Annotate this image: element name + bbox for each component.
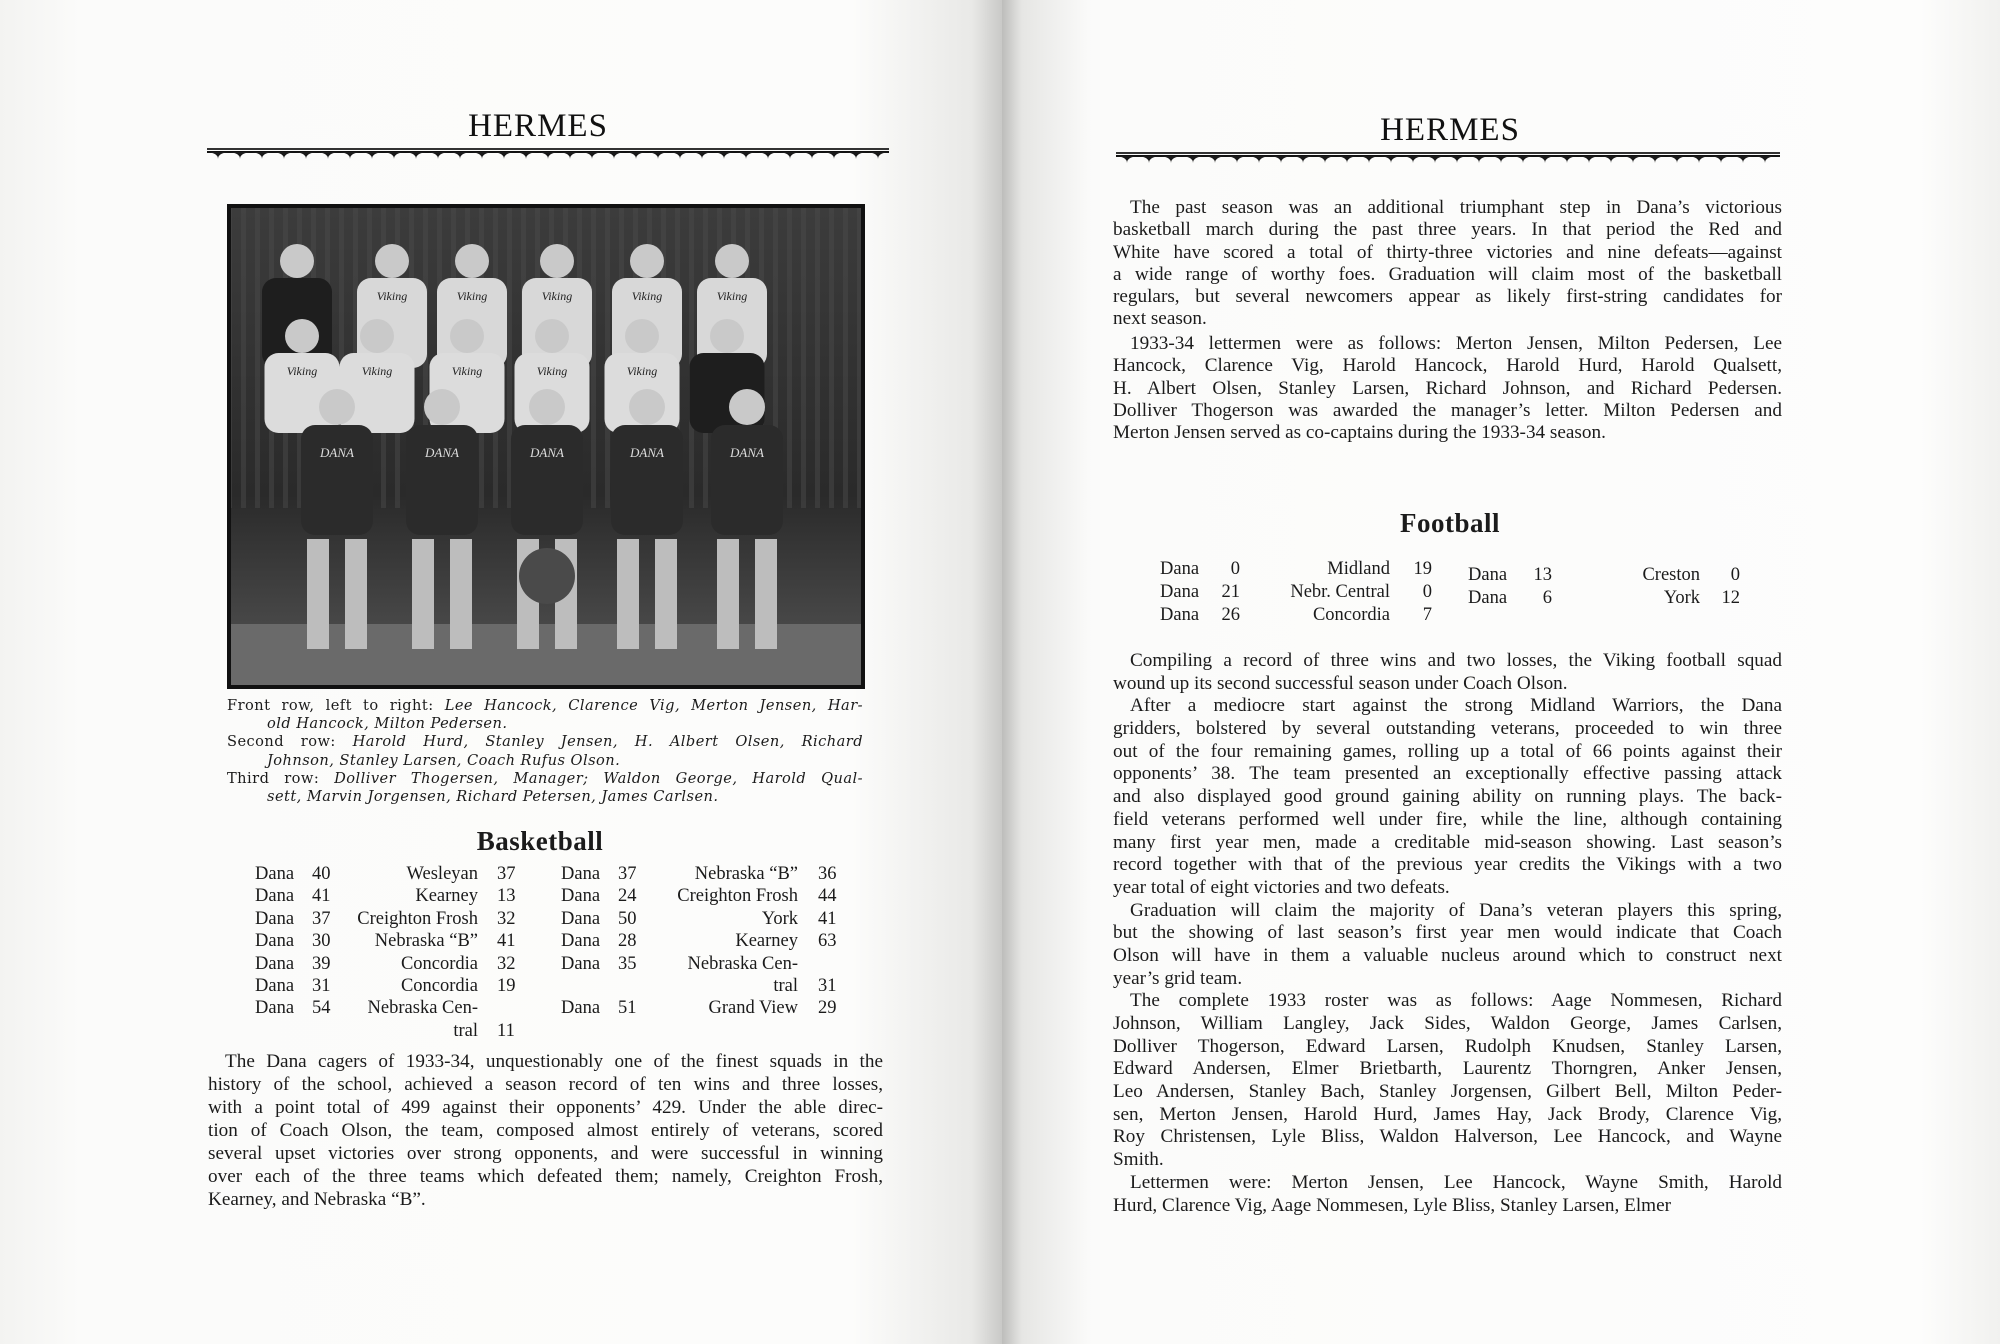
opponent-score: 13 bbox=[497, 886, 516, 907]
text-line: Roy Christensen, Lyle Bliss, Waldon Halverson, Lee Hancock, and Wayne bbox=[1113, 1126, 1782, 1148]
opponent-name: Concordia bbox=[1312, 605, 1390, 625]
opponent-name: Midland bbox=[1327, 559, 1390, 579]
basketball-summary-paragraph bbox=[208, 1050, 883, 1211]
ornamental-rule bbox=[1116, 150, 1780, 166]
opponent-name: Wesleyan bbox=[406, 864, 478, 884]
player-head bbox=[450, 319, 484, 353]
text-line: Hurd, Clarence Vig, Aage Nommesen, Lyle Bliss, Stanley Larsen, Elmer bbox=[1113, 1194, 1671, 1216]
player-leg bbox=[755, 539, 777, 649]
jersey-text: DANA bbox=[530, 445, 564, 460]
opponent-name: York bbox=[761, 908, 798, 929]
player-head bbox=[375, 244, 409, 278]
text-line: tion of Coach Olson, the team, composed almost entirely of veterans, scored bbox=[208, 1120, 883, 1141]
team-score: 50 bbox=[618, 908, 637, 929]
jersey-text: Viking bbox=[361, 364, 393, 378]
team-name: Dana bbox=[1160, 582, 1200, 602]
jersey-text: Viking bbox=[536, 364, 568, 378]
opponent-score: 63 bbox=[818, 931, 837, 952]
team-name: Dana bbox=[255, 953, 295, 974]
opponent-name: Concordia bbox=[400, 953, 478, 974]
player-head bbox=[629, 389, 665, 425]
team-name: Dana bbox=[255, 931, 295, 952]
team-name: Dana bbox=[561, 931, 601, 952]
player-head bbox=[280, 244, 314, 278]
text-line: Dolliver Thogerson was awarded the manager’s letter. Milton Pedersen and bbox=[1113, 399, 1782, 421]
opponent-name: tral bbox=[773, 976, 798, 996]
basketball-season-paragraph bbox=[1113, 197, 1782, 331]
opponent-score: 41 bbox=[818, 908, 837, 929]
player-leg bbox=[307, 539, 329, 649]
jersey-text: Viking bbox=[456, 289, 488, 303]
text-line: year total of eight victories and two defeats. bbox=[1113, 876, 1450, 898]
jersey-text: Viking bbox=[286, 364, 318, 378]
text-line: Compiling a record of three wins and two losses, the Viking football squad bbox=[1130, 650, 1782, 671]
player-body bbox=[711, 425, 783, 535]
player-leg bbox=[655, 539, 677, 649]
team-score: 13 bbox=[1533, 565, 1552, 585]
opponent-score: 41 bbox=[497, 931, 516, 952]
jersey-text: Viking bbox=[716, 289, 748, 303]
basketball-team-photo bbox=[227, 204, 865, 689]
text-line: wound up its second successful season under Coach Olson. bbox=[1113, 672, 1568, 694]
opponent-score: 44 bbox=[818, 886, 837, 907]
opponent-score: 0 bbox=[1730, 565, 1740, 585]
opponent-name: York bbox=[1663, 588, 1700, 608]
text-line: regulars, but several newcomers appear as likely first-string candidates for bbox=[1113, 286, 1782, 308]
jersey-text: DANA bbox=[320, 445, 354, 460]
player-head bbox=[455, 244, 489, 278]
team-score: 40 bbox=[312, 864, 331, 884]
caption-names: sett, Marvin Jorgensen, Richard Petersen, James Carlsen. bbox=[267, 787, 719, 805]
team-name: Dana bbox=[1160, 605, 1200, 625]
text-line: many first year men, made a creditable mid-season showing. Last season’s bbox=[1113, 831, 1782, 853]
jersey-text: DANA bbox=[425, 445, 459, 460]
player-leg bbox=[412, 539, 434, 649]
jersey-text: DANA bbox=[730, 445, 764, 460]
player-leg bbox=[717, 539, 739, 649]
team-name: Dana bbox=[1468, 588, 1508, 608]
text-line: Olson will have in them a valuable nucleus around which to construct next bbox=[1113, 944, 1782, 966]
ornamental-rule bbox=[207, 146, 889, 162]
opponent-name: Creighton Frosh bbox=[677, 886, 798, 907]
player-body bbox=[301, 425, 373, 535]
team-score: 37 bbox=[618, 864, 637, 884]
opponent-score: 7 bbox=[1422, 605, 1432, 625]
opponent-score: 11 bbox=[497, 1020, 515, 1041]
team-score: 39 bbox=[312, 953, 331, 974]
text-line: Kearney, and Nebraska “B”. bbox=[208, 1189, 426, 1210]
text-line: The Dana cagers of 1933-34, unquestionably one of the finest squads in the bbox=[225, 1051, 883, 1072]
text-line: Hancock, Clarence Vig, Harold Hancock, Harold Hurd, Harold Qualsett, bbox=[1113, 355, 1782, 377]
text-line: Smith. bbox=[1113, 1149, 1164, 1171]
opponent-score: 32 bbox=[497, 953, 516, 974]
text-line: next season. bbox=[1113, 308, 1207, 330]
player-leg bbox=[617, 539, 639, 649]
player-head bbox=[424, 389, 460, 425]
team-score: 35 bbox=[618, 953, 637, 974]
team-name: Dana bbox=[561, 908, 601, 929]
caption-line bbox=[227, 788, 863, 806]
caption-line bbox=[227, 770, 863, 788]
text-line: Lettermen were: Merton Jensen, Lee Hancock, Wayne Smith, Harold bbox=[1130, 1171, 1782, 1193]
opponent-name: Nebraska Cen- bbox=[687, 953, 798, 974]
text-line: with a point total of 499 against their opponents’ 429. Under the able direc- bbox=[208, 1097, 883, 1118]
team-score: 54 bbox=[312, 998, 331, 1019]
team-score: 31 bbox=[312, 976, 331, 996]
opponent-score: 31 bbox=[818, 976, 837, 996]
opponent-score: 12 bbox=[1721, 588, 1740, 608]
text-line: out of the four remaining games, rolling up a total of 66 points against their bbox=[1113, 740, 1782, 762]
text-line: Graduation will claim the majority of Dana’s veteran players this spring, bbox=[1130, 899, 1782, 921]
opponent-score: 29 bbox=[818, 998, 837, 1019]
caption-row-label: Third row: bbox=[227, 769, 320, 787]
team-name: Dana bbox=[255, 864, 295, 884]
opponent-score: 37 bbox=[497, 864, 516, 884]
opponent-score: 19 bbox=[497, 976, 516, 996]
player-head bbox=[630, 244, 664, 278]
player-head bbox=[285, 319, 319, 353]
player-head bbox=[529, 389, 565, 425]
caption-names: Dolliver Thogersen, Manager; Waldon George, Harold Qual- bbox=[334, 769, 863, 787]
team-score: 26 bbox=[1221, 605, 1240, 625]
text-line: opponents’ 38. The team presented an exceptionally effective passing attack bbox=[1113, 763, 1782, 785]
opponent-name: Creston bbox=[1642, 565, 1700, 585]
opponent-score: 19 bbox=[1413, 559, 1432, 579]
team-score: 51 bbox=[618, 998, 637, 1019]
opponent-score: 36 bbox=[818, 864, 837, 884]
team-name: Dana bbox=[255, 908, 295, 929]
team-name: Dana bbox=[561, 998, 601, 1019]
team-score: 37 bbox=[312, 908, 331, 929]
team-score: 30 bbox=[312, 931, 331, 952]
player-head bbox=[319, 389, 355, 425]
page-header-title: HERMES bbox=[468, 108, 608, 144]
text-line: 1933-34 lettermen were as follows: Merton Jensen, Milton Pedersen, Lee bbox=[1130, 333, 1782, 354]
caption-names: Lee Hancock, Clarence Vig, Merton Jensen, Har- bbox=[444, 697, 863, 714]
opponent-name: tral bbox=[453, 1020, 478, 1041]
team-score: 6 bbox=[1542, 588, 1552, 608]
player-head bbox=[360, 319, 394, 353]
text-line: H. Albert Olsen, Stanley Larsen, Richard Johnson, and Richard Pedersen. bbox=[1113, 377, 1782, 399]
text-line: record together with that of the previous year credits the Vikings with a two bbox=[1113, 854, 1782, 876]
text-line: Leo Andersen, Stanley Bach, Stanley Jorgensen, Gilbert Bell, Milton Peder- bbox=[1113, 1081, 1782, 1103]
basketball bbox=[519, 548, 575, 604]
basketball-lettermen-paragraph bbox=[1113, 333, 1782, 444]
player-body bbox=[406, 425, 478, 535]
opponent-score: 0 bbox=[1422, 582, 1432, 602]
caption-names: Johnson, Stanley Larsen, Coach Rufus Olson. bbox=[267, 751, 621, 769]
text-line: basketball march during the past three years. In that period the Red and bbox=[1113, 219, 1782, 241]
page-header-title: HERMES bbox=[1380, 112, 1520, 148]
opponent-name: Grand View bbox=[708, 998, 798, 1019]
team-score: 21 bbox=[1221, 582, 1240, 602]
player-leg bbox=[450, 539, 472, 649]
team-name: Dana bbox=[561, 886, 601, 907]
text-line: several upset victories over strong opponents, and were successful in winning bbox=[208, 1143, 883, 1164]
text-line: Edward Andersen, Elmer Brietbarth, Laurentz Thorngren, Anker Jensen, bbox=[1113, 1058, 1782, 1080]
player-head bbox=[715, 244, 749, 278]
jersey-text: DANA bbox=[630, 445, 664, 460]
caption-names: old Hancock, Milton Pedersen. bbox=[267, 715, 508, 733]
team-score: 28 bbox=[618, 931, 637, 952]
text-line: but the showing of last season’s first year men would indicate that Coach bbox=[1113, 922, 1782, 944]
text-line: sen, Merton Jensen, Harold Hurd, James Hay, Jack Brody, Clarence Vig, bbox=[1113, 1103, 1782, 1125]
caption-line bbox=[227, 752, 863, 770]
opponent-name: Nebraska “B” bbox=[374, 931, 478, 952]
text-line: White have scored a total of thirty-three victories and nine defeats—against bbox=[1113, 241, 1782, 263]
text-line: Merton Jensen served as co-captains during the 1933-34 season. bbox=[1113, 422, 1606, 444]
opponent-name: Kearney bbox=[415, 886, 478, 907]
team-score: 41 bbox=[312, 886, 331, 907]
player-head bbox=[729, 389, 765, 425]
text-line: The complete 1933 roster was as follows: Aage Nommesen, Richard bbox=[1130, 990, 1782, 1012]
photo-caption bbox=[227, 697, 863, 806]
jersey-text: Viking bbox=[451, 364, 483, 378]
opponent-name: Nebraska Cen- bbox=[367, 998, 478, 1019]
team-score: 24 bbox=[618, 886, 637, 907]
jersey-text: Viking bbox=[541, 289, 573, 303]
team-name: Dana bbox=[1160, 559, 1200, 579]
player-body bbox=[511, 425, 583, 535]
caption-row-label: Second row: bbox=[227, 733, 336, 751]
text-line: a wide range of worthy foes. Graduation will claim most of the basketball bbox=[1113, 263, 1782, 285]
text-line: After a mediocre start against the strong Midland Warriors, the Dana bbox=[1130, 695, 1782, 717]
opponent-name: Nebr. Central bbox=[1290, 582, 1390, 602]
opponent-name: Nebraska “B” bbox=[694, 864, 798, 884]
section-title-basketball: Basketball bbox=[476, 826, 604, 856]
text-line: Dolliver Thogerson, Edward Larsen, Rudolph Knudsen, Stanley Larsen, bbox=[1113, 1035, 1782, 1057]
caption-line bbox=[227, 697, 863, 715]
team-name: Dana bbox=[255, 886, 295, 907]
jersey-text: Viking bbox=[376, 289, 408, 303]
text-line: field veterans performed well under fire, while the line, although containing bbox=[1113, 808, 1782, 830]
team-name: Dana bbox=[561, 953, 601, 974]
text-line: over each of the three teams which defeated them; namely, Creighton Frosh, bbox=[208, 1166, 883, 1187]
caption-names: Harold Hurd, Stanley Jensen, H. Albert Olsen, Richard bbox=[352, 733, 863, 751]
football-paragraphs bbox=[1113, 650, 1782, 1217]
team-name: Dana bbox=[255, 998, 295, 1019]
text-line: The past season was an additional triumphant step in Dana’s victorious bbox=[1130, 197, 1782, 218]
text-line: history of the school, achieved a season record of ten wins and three losses, bbox=[208, 1074, 883, 1095]
player-head bbox=[535, 319, 569, 353]
player-head bbox=[540, 244, 574, 278]
team-name: Dana bbox=[561, 864, 601, 884]
team-name: Dana bbox=[255, 976, 295, 996]
caption-line bbox=[227, 733, 863, 751]
player-head bbox=[710, 319, 744, 353]
team-score: 0 bbox=[1230, 559, 1240, 579]
player-head bbox=[625, 319, 659, 353]
caption-row-label: Front row, left to right: bbox=[227, 697, 434, 714]
player-leg bbox=[345, 539, 367, 649]
text-line: gridders, bolstered by several outstanding veterans, proceeded to win three bbox=[1113, 718, 1782, 740]
text-line: Johnson, William Langley, Jack Sides, Waldon George, James Carlsen, bbox=[1113, 1013, 1782, 1034]
section-title-football: Football bbox=[1399, 508, 1501, 538]
opponent-name: Creighton Frosh bbox=[357, 908, 478, 929]
opponent-score: 32 bbox=[497, 908, 516, 929]
text-line: and also displayed good ground gaining ability on running plays. The back- bbox=[1113, 786, 1782, 808]
player-body bbox=[611, 425, 683, 535]
opponent-name: Kearney bbox=[735, 931, 798, 952]
jersey-text: Viking bbox=[631, 289, 663, 303]
caption-line bbox=[227, 715, 863, 733]
team-name: Dana bbox=[1468, 565, 1508, 585]
opponent-name: Concordia bbox=[400, 976, 478, 996]
text-line: year’s grid team. bbox=[1113, 967, 1243, 989]
jersey-text: Viking bbox=[626, 364, 658, 378]
